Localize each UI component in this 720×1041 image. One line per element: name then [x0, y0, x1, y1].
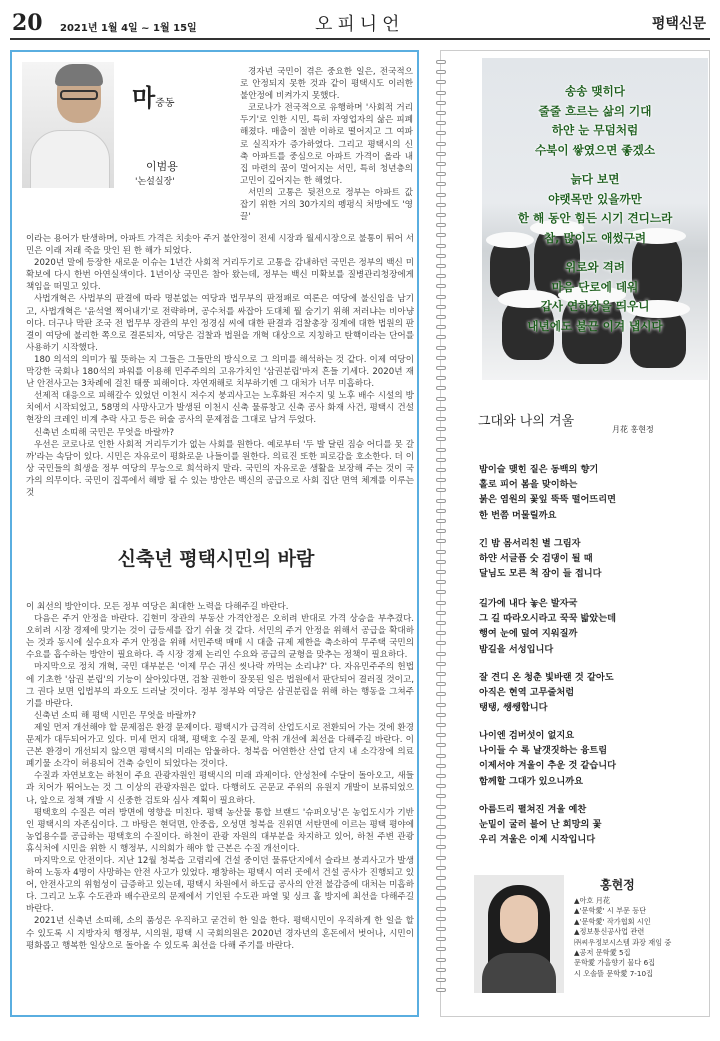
paragraph: 수질과 자연보호는 하천이 주요 관광자원인 평택시의 미래 과제이다. 안성천에 수달이 돌아오고, 새들과 치어가 뛰어노는 것 그 이상의 관광자원은 없다. 다행히도 곤문교 주위의 유원지 개발이 보류되었으나, 앞으로 정책 개발 시 신중한 검토와 심사 계획이 필요하다.	[26, 771, 414, 806]
author-photo	[22, 62, 114, 188]
poet-bio	[574, 896, 708, 979]
spiral-ring	[436, 896, 446, 900]
article-body-bottom	[26, 601, 414, 952]
spiral-ring	[436, 295, 446, 299]
paragraph: 평택호의 수질은 여러 방면에 영향을 미친다. 평택 농산물 통합 브랜드 '슈퍼오닝'은 농업도시가 기반인 평택시의 자존심이다. 그 바탕은 현덕면, 안중읍, 오성면 청북을 진위면 서탄면에 이르는 평택 평야에 농업용수를 공급하는 평택호의 수질이다. 하천이 관광 자원의 대부분을 차지하고 있어, 하천 주변 관광 휴식처에 시민을 위한 시 행정부, 시의회가 해야 할 근본은 수질 개선이다.	[26, 807, 414, 854]
spiral-ring	[436, 845, 446, 849]
paragraph: 우선은 코로나로 인한 사회적 거리두기가 없는 사회를 원한다. 예로부터 '두 발 달린 짐승 어디를 못 갈까'라는 속담이 있다. 시민은 자유로이 평화로운 나들이를 원한다. 의료진 또한 피로감을 호소한다. 더 이상 국민들의 희생을 정부 여당의 무능으로 희석하지 말라. 국민의 자유로운 생활을 보장해 주는 것이 국가의 의무이다. 국민이 집콕에서 해방 될 수 있는 방안은 백신의 공급으로 사회 집단 면역 체계를 이루는 것	[26, 439, 414, 498]
poem-line: 긴 밤 몸서리친 별 그림자	[479, 538, 581, 549]
spiral-ring	[436, 407, 446, 411]
spiral-ring	[436, 162, 446, 166]
poem-line: 아름드리 펼쳐진 겨울 예찬	[479, 804, 587, 815]
spiral-ring	[436, 305, 446, 309]
poem-stanza-4	[479, 670, 699, 716]
spiral-ring	[436, 784, 446, 788]
spiral-ring	[436, 80, 446, 84]
spiral-ring	[436, 917, 446, 921]
header-rule	[10, 38, 710, 40]
spiral-ring	[436, 101, 446, 105]
paragraph: 2021년 신축년 소띠해, 소의 품성은 우직하고 굳건히 한 일을 한다. 평택시민이 우직하게 한 일을 할 수 있도록 시 지방자치 행정부, 시의원, 평택 시 국회의원은 2020년 경자년의 혼돈에서 벗어나, 시민이 평화롭고 행복한 일상으로 돌아올 수 있도록 최선을 다해 주기를 바란다.	[26, 916, 414, 951]
bio-line: ▲'문학愛' 시 부문 등단	[574, 906, 647, 916]
spiral-ring	[436, 876, 446, 880]
spiral-ring	[436, 111, 446, 115]
poem-line: 홀로 피어 봄을 맞이하는	[479, 479, 578, 491]
poem-line: 나이엔 검버섯이 없지요	[479, 730, 575, 741]
paragraph: 신축년 소띠해 국민은 무엇을 바랄까?	[34, 427, 175, 438]
article-body-top	[26, 233, 414, 499]
spiral-ring	[436, 244, 446, 248]
poet-face	[500, 895, 538, 943]
spiral-ring	[436, 703, 446, 707]
spiral-ring	[436, 529, 446, 533]
spiral-ring	[436, 233, 446, 237]
poem-line: 그 길 따라오시라고 꾹꾹 밟았는데	[479, 613, 617, 625]
spiral-ring	[436, 264, 446, 268]
spiral-ring	[436, 550, 446, 554]
spiral-ring	[436, 978, 446, 982]
spiral-ring	[436, 907, 446, 911]
spiral-ring	[436, 427, 446, 431]
spiral-ring	[436, 437, 446, 441]
poem-line: 한 번쯤 머물릴까요	[479, 509, 557, 521]
spiral-ring	[436, 825, 446, 829]
paragraph: 사법개혁은 사법부의 판결에 따라 명분없는 여당과 법무부의 판정패로 여론은 여당에 불신임을 남기고, 사법개혁은 '윤석열 찍어내기'로 전략하며, 공수처를 싸잡아 도대체 뭘 숨기기 위해 저러냐는 비아냥이다. 더구나 막판 조국 전 법무부 장관의 부인 정경심 씨에 대한 판결과 검찰총장 징계에 대한 법원의 판결이 여당에 불리한 쪽으로 결론되자, 여당은 검찰과 법원을 개혁 대상으로 지칭하고 탄핵이라는 단어를 사용하기 시작했다.	[26, 294, 414, 353]
snow-jars-image	[482, 58, 708, 380]
spiral-ring	[436, 743, 446, 747]
poem-stanza-3	[479, 596, 699, 657]
spiral-ring	[436, 499, 446, 503]
spiral-ring	[436, 356, 446, 360]
poem-stanza-5	[479, 728, 699, 789]
spiral-ring	[436, 794, 446, 798]
spiral-ring	[436, 478, 446, 482]
article-column-1	[240, 66, 413, 223]
author-hair	[55, 64, 103, 86]
author-name: 이범용	[146, 160, 178, 173]
spiral-ring	[436, 213, 446, 217]
spiral-ring	[436, 570, 446, 574]
bio-line: 시 오솔뜰 문학愛 7-10집	[574, 968, 653, 978]
image-poem-line: 참, 많이도 애썼구려	[543, 230, 647, 245]
image-poem-line: 내년에도 불끈 이겨 냅시다	[527, 318, 663, 333]
section-title: 오피니언	[315, 14, 405, 35]
page-header	[0, 0, 720, 44]
image-poem-line: 한 해 동안 힘든 시기 견디느라	[517, 211, 673, 225]
poem-line: 행여 눈에 덮여 지워질까	[479, 628, 578, 640]
paragraph: 2020년 말에 등장한 새로운 이슈는 1년간 사회적 거리두기로 고통을 감내하던 국민은 정부의 백신 미확보에 다시 한번 아연실색이다. 1년이상 국민은 참아 왔는데, 정부는 백신 미확보를 질병관리청장에게 책임을 떠밀고 있다.	[26, 258, 414, 293]
spiral-ring	[436, 764, 446, 768]
paragraph: 선제적 대응으로 피해갈수 있었던 이천시 저수지 붕괴사고는 노후화된 저수지 및 노후 배수 시설의 방치에서 시작되었고, 58명의 사망사고가 발생된 이천시 신축 물류창고 신축 공사 화재 사건, 평택시 건설현장의 크레인 비계 추락 사고 등은 허술 공사의 문제점을 그대로 남겨 두었다.	[26, 391, 414, 426]
series-title-text: 마	[132, 83, 156, 112]
spiral-ring	[436, 958, 446, 962]
issue-date: 2021년 1월 4일 ~ 1월 15일	[60, 23, 197, 34]
poem-stanza-1	[479, 462, 699, 523]
spiral-ring	[436, 927, 446, 931]
spiral-ring	[436, 60, 446, 64]
spiral-ring	[436, 611, 446, 615]
spiral-ring	[436, 325, 446, 329]
poem-author: 月花 홍현정	[612, 425, 654, 434]
paragraph: 다음은 주거 안정을 바란다. 김현미 장관의 부동산 가격안정은 오히려 반대로 가격 상승을 부추겼다. 오히려 시장 경제에 맞기는 것이 급등세를 잡기 쉬울 것 같다. 서민의 주거 안정을 위해서 공급을 확대하는 것과 동시에 실수요자 주거 안정을 위해 서민주택 매매 시 대출 규제 제한을 축소하여 무주택 국민의 수요를 흡수하는 방안이 필요하다. 즉 시장 경제 논리인 수요와 공급의 균형을 맞추는 정책이 필요하다.	[26, 614, 414, 661]
author-glasses	[60, 90, 98, 100]
poem-stanza-6	[479, 802, 699, 848]
spiral-ring	[436, 937, 446, 941]
poem-title: 그대와 나의 겨울	[478, 414, 575, 429]
poem-line: 잘 견디 온 청춘 빛바랜 것 같아도	[479, 672, 614, 683]
paragraph: 신축년 소띠 해 평택 시민은 무엇을 바랄까?	[34, 710, 197, 721]
notebook-spiral	[436, 60, 446, 1010]
spiral-ring	[436, 560, 446, 564]
bio-line: ▲공저 문학愛 5집	[574, 948, 631, 958]
image-poem-gap	[482, 160, 708, 170]
spiral-ring	[436, 509, 446, 513]
poem-line: 나이들 수 록 날갯짓하는 융트림	[479, 745, 608, 757]
image-poem-line: 수북이 쌓였으면 좋겠소	[534, 142, 656, 157]
page-number: 20	[12, 10, 43, 36]
spiral-ring	[436, 448, 446, 452]
spiral-ring	[436, 805, 446, 809]
spiral-ring	[436, 672, 446, 676]
spiral-ring	[436, 601, 446, 605]
paragraph: 이 최선의 방안이다. 모든 정부 여당은 최대한 노력을 다해주길 바란다.	[26, 602, 289, 612]
bio-line: ▲아호 月花	[574, 896, 611, 905]
paragraph: 이라는 용어가 탄생하며, 아파트 가격은 치솟아 주거 불안정이 전세 시장과 월세시장으로 불통이 튀어 서민은 이래 저래 죽을 맛인 된 한 해가 되었다.	[26, 234, 414, 257]
column-series-title	[132, 78, 175, 113]
newspaper-logo: 평택신문	[651, 16, 706, 32]
spiral-ring	[436, 621, 446, 625]
spiral-ring	[436, 713, 446, 717]
bio-line: ▲정보통신공사업 관련	[574, 927, 645, 937]
spiral-ring	[436, 652, 446, 656]
poem-line: 이제서야 겨울이 추운 것 같습니다	[479, 760, 617, 772]
poem-line: 붉은 염원의 꽃잎 뚝뚝 떨어뜨리면	[479, 494, 617, 506]
spiral-ring	[436, 386, 446, 390]
spiral-ring	[436, 142, 446, 146]
spiral-ring	[436, 346, 446, 350]
poem-line: 우리 겨울은 이제 시작입니다	[479, 834, 596, 846]
poem-line: 하얀 서글픔 숫 검댕이 될 때	[479, 553, 593, 565]
article-headline: 신축년 평택시민의 바람	[117, 548, 315, 570]
paragraph: 180 의석의 의미가 뭘 뜻하는 지 그들은 그들만의 방식으로 그 의미를 해석하는 것 같다. 이제 여당이 막강한 국회나 180석의 파워를 이용해 민주주의의 고유가치인 '삼권분립'마저 흔들 기세다. 2020년 재난 안전사고는 3차례에 걸친 태풍 피해이다. 자연재해로 치부하기엔 그 대처가 너무 미흡하다.	[26, 354, 414, 390]
image-poem-line: 갑사 연하장을 띄우니	[540, 299, 650, 313]
author-shirt	[30, 130, 110, 188]
spiral-ring	[436, 631, 446, 635]
bio-line: ㈜씨우정보시스템 과장 재임 중	[574, 937, 672, 947]
paragraph: 마지막으로 정치 개혁, 국민 대부분은 '이제 무슨 귀신 씻나락 까먹는 소리냐?' 다. 자유민주주의 헌법에 기초한 '삼권 분립'의 기능이 살아있다면, 검찰 권한이 잘못된 일은 법원에서 판단되어 결러질 것이고, 그 권다 보면 입법부의 과오도 드러날 것이다. 정부 정부와 여당은 삼권분립을 위해 하는 행동을 그쳐주기를 바란다.	[26, 662, 414, 709]
spiral-ring	[436, 315, 446, 319]
spiral-ring	[436, 682, 446, 686]
spiral-ring	[436, 203, 446, 207]
spiral-ring	[436, 397, 446, 401]
spiral-ring	[436, 335, 446, 339]
spiral-ring	[436, 968, 446, 972]
bio-line: 문학愛 가을향기 물다 6집	[574, 958, 656, 968]
poem-line: 밤길을 서성입니다	[479, 643, 554, 655]
poem-line: 길가에 내다 놓은 발자국	[479, 598, 578, 609]
spiral-ring	[436, 254, 446, 258]
image-poem-line: 늙다 보면	[570, 172, 620, 186]
image-poem-line: 송송 맺히다	[564, 84, 626, 98]
paragraph: 서민의 고통은 뒷전으로 정부는 아파트 값 잡기 위한 거의 30가지의 펭펑식 처방에도 '영끌'	[240, 187, 413, 223]
poet-name: 홍현정	[600, 878, 635, 892]
spiral-ring	[436, 754, 446, 758]
spiral-ring	[436, 488, 446, 492]
spiral-ring	[436, 366, 446, 370]
spiral-ring	[436, 91, 446, 95]
spiral-ring	[436, 723, 446, 727]
spiral-ring	[436, 274, 446, 278]
paragraph: 제일 먼저 개선해야 할 문제점은 환경 문제이다. 평택시가 급격히 산업도시로 전환되어 가는 것에 환경 문제가 대두되어가고 있다. 미세 먼지 대책, 평택호 수질 문제, 악취 개선에 최선을 다해주길 바란다. 이 근본 환경이 개선되지 않으면 평택시의 미래는 암울하다. 청북읍 어연한산 산업 단지 내 소각장에 의료 폐기물 소각이 허용되어 건축 승인이 되었다는 것이다.	[26, 722, 414, 770]
spiral-ring	[436, 121, 446, 125]
spiral-ring	[436, 468, 446, 472]
image-poem-text	[482, 82, 708, 336]
spiral-ring	[436, 417, 446, 421]
spiral-ring	[436, 988, 446, 992]
poem-line: 탱탱, 쌩쌩합니다	[479, 702, 548, 714]
spiral-ring	[436, 580, 446, 584]
spiral-ring	[436, 886, 446, 890]
paragraph: 마지막으로 안전이다. 지난 12월 청북읍 고렴리에 건설 중이던 물류단지에서 슬라브 붕괴사고가 발생하여 노동자 4명이 사망하는 안전 사고가 있었다. 팽창하는 평택시 여러 곳에서 건설 공사가 진행되고 있어, 안전사고의 위험성이 급증하고 있는데, 평택시 차원에서 하도급 공사의 안전 불감증에 대처는 미흡하다. 그리고 노후 수도관과 배수관로의 문제에서 기인된 수도관 파열 및 싱크 홀 방지에 최선을 다해주길 바란다.	[26, 855, 414, 915]
spiral-ring	[436, 284, 446, 288]
spiral-ring	[436, 856, 446, 860]
spiral-ring	[436, 152, 446, 156]
poem-line: 함께할 그대가 있으니까요	[479, 775, 584, 787]
image-poem-line: 하얀 눈 무덤처럼	[551, 123, 639, 137]
image-poem-gap	[482, 248, 708, 258]
spiral-ring	[436, 947, 446, 951]
spiral-ring	[436, 835, 446, 839]
poet-photo	[474, 875, 564, 993]
image-poem-line: 위로와 격려	[564, 260, 626, 274]
spiral-ring	[436, 182, 446, 186]
bio-line: ▲'문학愛' 작가협회 시인	[574, 916, 651, 926]
spiral-ring	[436, 519, 446, 523]
poem-stanza-2	[479, 536, 699, 582]
poem-line: 달님도 모른 척 잠이 들 접니다	[479, 568, 602, 580]
spiral-ring	[436, 733, 446, 737]
spiral-ring	[436, 193, 446, 197]
image-poem-line: 줄줄 흐르는 삶의 기대	[538, 103, 652, 118]
spiral-ring	[436, 866, 446, 870]
spiral-ring	[436, 590, 446, 594]
spiral-ring	[436, 376, 446, 380]
spiral-ring	[436, 458, 446, 462]
poet-body	[482, 953, 556, 993]
author-title: '논설실장'	[135, 177, 175, 187]
series-subtitle: 중동	[155, 98, 175, 109]
spiral-ring	[436, 70, 446, 74]
paragraph: 경자년 국민이 겪은 중요한 일은, 전국적으로 안정되지 못한 것과 같이 평택시도 이러한 불안정에 비켜가지 못했다.	[240, 67, 413, 102]
spiral-ring	[436, 539, 446, 543]
spiral-ring	[436, 662, 446, 666]
spiral-ring	[436, 223, 446, 227]
spiral-ring	[436, 641, 446, 645]
spiral-ring	[436, 692, 446, 696]
spiral-ring	[436, 815, 446, 819]
poem-line: 눈밑이 굴러 불어 난 희망의 꽃	[479, 819, 602, 831]
image-poem-line: 야랫목만 있을까만	[548, 191, 642, 206]
spiral-ring	[436, 172, 446, 176]
poem-line: 아직은 현역 고무줄처럼	[479, 687, 575, 699]
spiral-ring	[436, 774, 446, 778]
paragraph: 코로나가 전국적으로 유행하며 '사회적 거리두기'로 인한 시민, 특히 자영업자의 삶은 피폐해졌다. 매출이 절반 이하로 떨어지고 그 여파로 실직자가 증가하였다. 그리고 평택시의 신축 아파트를 중심으로 아파트 가격이 올라 내 집 마련의 꿈이 멀어지는 서민, 특히 청년층의 고민이 깊어지는 한 해였다.	[240, 103, 413, 186]
poem-line: 밤이슬 맺힌 짙은 동백의 향기	[479, 464, 599, 475]
spiral-ring	[436, 131, 446, 135]
image-poem-line: 마음 단로에 데워	[551, 279, 639, 294]
